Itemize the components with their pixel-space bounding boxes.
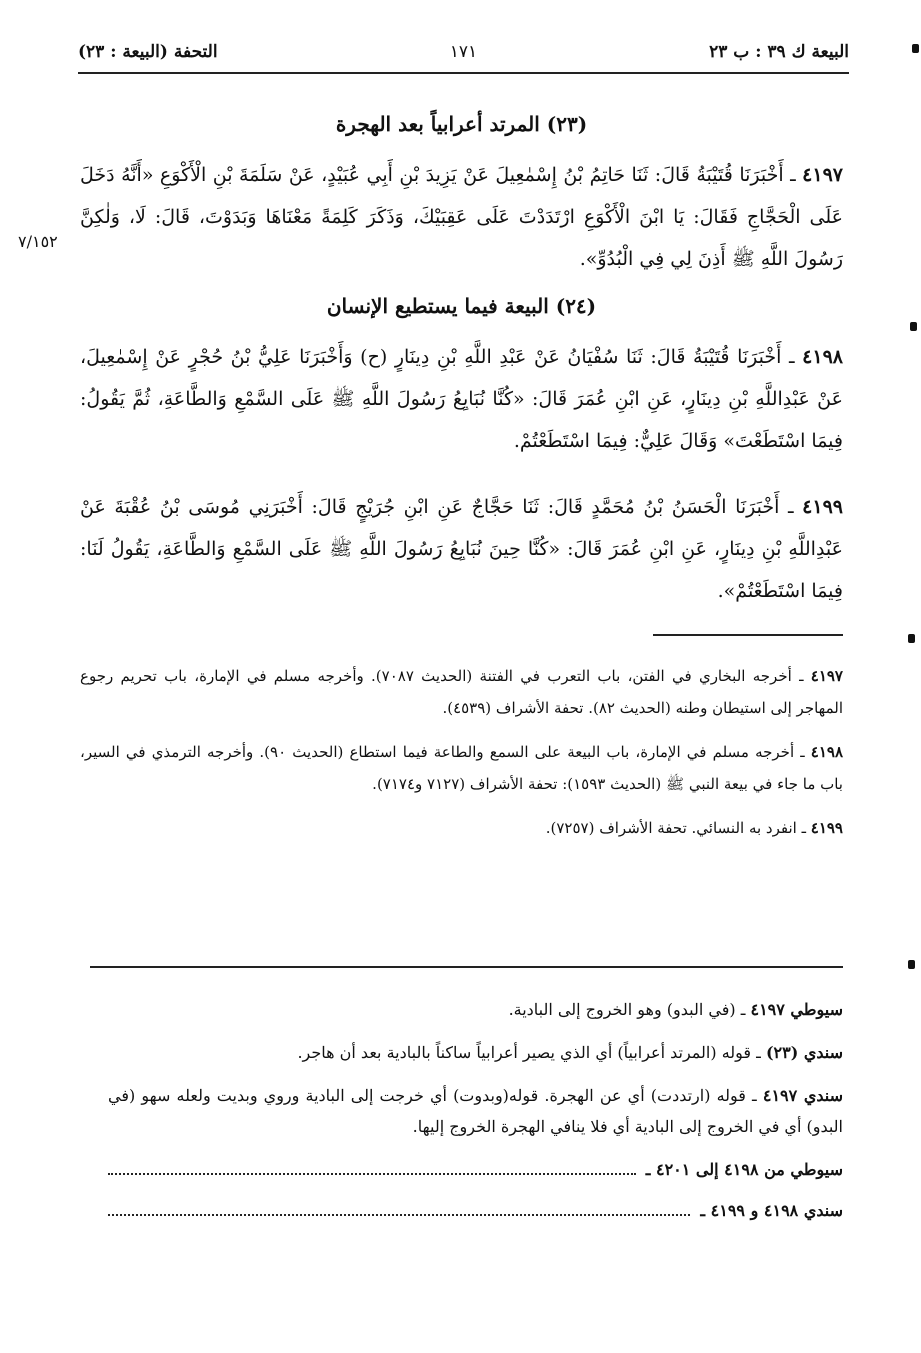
header-tuhfa-reference: التحفة (البيعة : ٢٣) — [78, 42, 218, 62]
dotted-leader — [108, 1214, 690, 1216]
commentary-label: سندي ٤١٩٧ — [762, 1086, 843, 1105]
footnote-divider — [653, 634, 843, 636]
commentary-section — [108, 994, 843, 1236]
footnote — [80, 660, 843, 724]
commentary-empty-entry — [108, 1154, 843, 1185]
hadith-number: ٤١٩٧ — [802, 164, 843, 186]
footnote-number: ٤١٩٧ — [810, 667, 843, 685]
hadith-number: ٤١٩٨ — [802, 346, 843, 368]
commentary-label: سيوطي من ٤١٩٨ إلى ٤٢٠١ ـ — [645, 1160, 843, 1179]
section-title: (٢٤) البيعة فيما يستطيع الإنسان — [326, 294, 597, 318]
commentary-text: ـ قوله (ارتددت) أي عن الهجرة. قوله(وبدوت) أي خرجت إلى البادية وروي وبديت ولعله سهو (في البدو) أي في الخروج إلى البادية أي فلا ينافي الهجرة الخروج إليها. — [108, 1086, 843, 1136]
commentary-entry — [108, 1080, 843, 1142]
footnote-number: ٤١٩٨ — [810, 743, 844, 761]
edge-mark-icon — [908, 960, 915, 969]
hadith-number: ٤١٩٩ — [802, 496, 843, 518]
commentary-text: ـ (في البدو) وهو الخروج إلى البادية. — [508, 1000, 751, 1019]
commentary-entry — [108, 994, 843, 1025]
hadith-text: ـ أَخْبَرَنَا قُتَيْبَةُ قَالَ: ثَنَا حَاتِمُ بْنُ إِسْمٰعِيلَ عَنْ يَزِيدَ بْنِ أَبِي عُبَيْدٍ، عَنْ سَلَمَةَ بْنِ الْأَكْوَعِ «أَنَّهُ دَخَلَ عَلَى الْحَجَّاجِ فَقَالَ: يَا ابْنَ الْأَكْوَعِ ارْتَدَدْتَ عَلَى عَقِبَيْكَ، وَذَكَرَ كَلِمَةً مَعْنَاهَا وَبَدَوْتَ، قَالَ: لَا، وَلٰكِنَّ رَسُولَ اللَّهِ ﷺ أَذِنَ لِي فِي الْبُدُوِّ». — [80, 164, 843, 270]
dotted-leader — [108, 1173, 636, 1175]
footnote-text: ـ انفرد به النسائي. تحفة الأشراف (٧٢٥٧). — [545, 819, 811, 837]
main-text — [80, 112, 843, 856]
hadith-paragraph — [80, 154, 843, 280]
commentary-entry — [108, 1037, 843, 1068]
running-header — [78, 38, 849, 74]
hadith-paragraph — [80, 486, 843, 612]
edge-mark-icon — [910, 322, 917, 331]
hadith-paragraph — [80, 336, 843, 462]
footnote-number: ٤١٩٩ — [810, 819, 843, 837]
hadith-text: ـ أَخْبَرَنَا الْحَسَنُ بْنُ مُحَمَّدٍ قَالَ: ثَنَا حَجَّاجٌ عَنِ ابْنِ جُرَيْجٍ قَالَ: أَخْبَرَنِي مُوسَى بْنُ عُقْبَةَ عَنْ عَبْدِاللَّهِ بْنِ دِينَارٍ، عَنِ ابْنِ عُمَرَ قَالَ: «كُنَّا حِينَ نُبَايِعُ رَسُولَ اللَّهِ ﷺ عَلَى السَّمْعِ وَالطَّاعَةِ، يَقُولُ لَنَا: فِيمَا اسْتَطَعْتُمْ». — [80, 496, 843, 602]
page-number: ١٧١ — [449, 42, 478, 62]
section-title: (٢٣) المرتد أعرابياً بعد الهجرة — [335, 112, 588, 136]
commentary-label: سندي ٤١٩٨ و ٤١٩٩ ـ — [700, 1201, 843, 1220]
hadith-text: ـ أَخْبَرَنَا قُتَيْبَةُ قَالَ: ثَنَا سُفْيَانُ عَنْ عَبْدِ اللَّهِ بْنِ دِينَارٍ (ح) وَأَخْبَرَنَا عَلِيُّ بْنُ حُجْرٍ عَنْ إِسْمٰعِيلَ، عَنْ عَبْدِاللَّهِ بْنِ دِينَارٍ، عَنِ ابْنِ عُمَرَ قَالَ: «كُنَّا نُبَايِعُ رَسُولَ اللَّهِ ﷺ عَلَى السَّمْعِ وَالطَّاعَةِ، ثُمَّ يَقُولُ: فِيمَا اسْتَطَعْتَ» وَقَالَ عَلِيٌّ: فِيمَا اسْتَطَعْتُمْ. — [80, 346, 843, 452]
commentary-label: سيوطي ٤١٩٧ — [750, 1000, 843, 1019]
header-chapter-reference: البيعة ك ٣٩ : ب ٢٣ — [709, 42, 849, 62]
footnote — [80, 812, 843, 844]
commentary-text: ـ قوله (المرتد أعرابياً) أي الذي يصير أعرابياً ساكناً بالبادية بعد أن هاجر. — [297, 1043, 766, 1062]
footnote — [80, 736, 843, 800]
commentary-divider — [90, 966, 843, 968]
commentary-empty-entry — [108, 1195, 843, 1226]
commentary-label: سندي (٢٣) — [765, 1043, 843, 1062]
margin-reference: ٧/١٥٢ — [18, 232, 58, 251]
footnote-text: ـ أخرجه البخاري في الفتن، باب التعرب في الفتنة (الحديث ٧٠٨٧). وأخرجه مسلم في الإمارة، باب تحريم رجوع المهاجر إلى استيطان وطنه (الحديث ٨٢). تحفة الأشراف (٤٥٣٩). — [80, 667, 843, 717]
edge-mark-icon — [912, 44, 919, 53]
footnote-text: ـ أخرجه مسلم في الإمارة، باب البيعة على السمع والطاعة فيما استطاع (الحديث ٩٠). وأخرجه الترمذي في السير، باب ما جاء في بيعة النبي ﷺ (الحديث ١٥٩٣): تحفة الأشراف (٧١٢٧ و٧١٧٤). — [80, 743, 843, 793]
edge-mark-icon — [908, 634, 915, 643]
